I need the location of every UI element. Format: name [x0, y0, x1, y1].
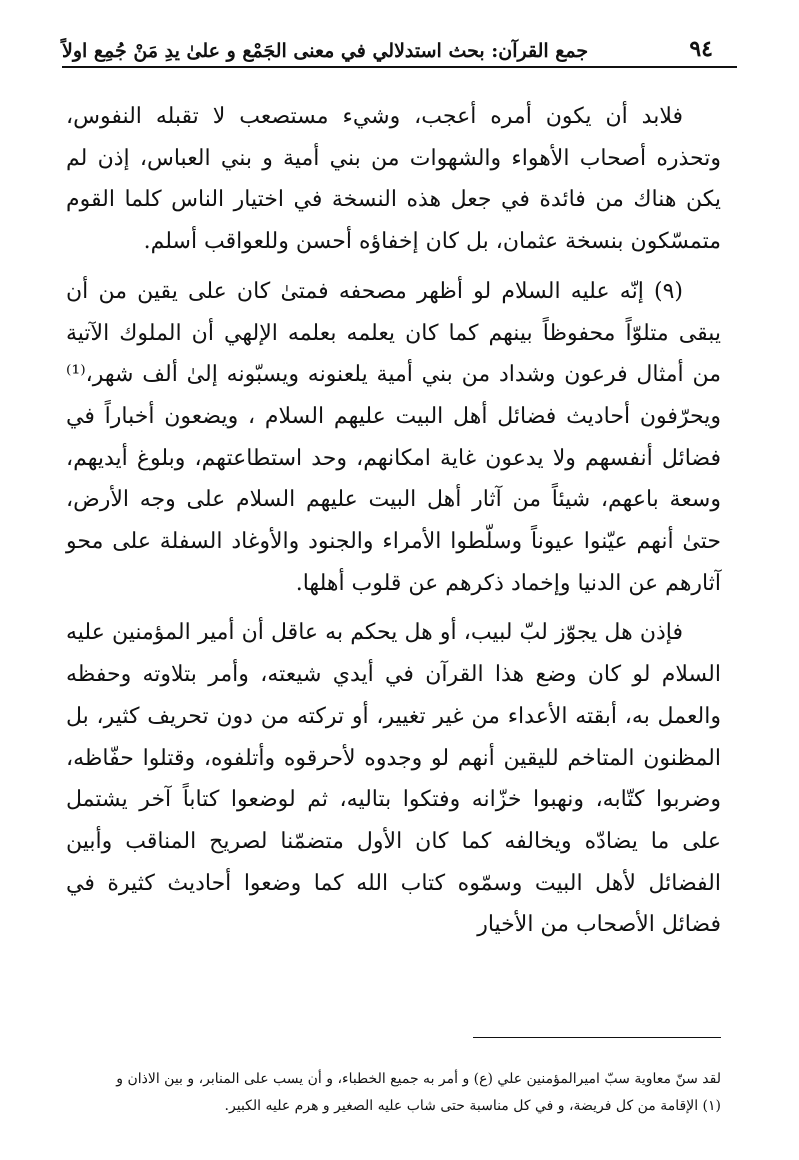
page-header	[62, 28, 737, 68]
footnote-divider	[473, 1037, 721, 1038]
paragraph: فلابد أن يكون أمره أعجب، وشيء مستصعب لا تقبله النفوس، وتحذره أصحاب الأهواء والشهوات من بني أمية و بني العباس، إذن لم يكن هناك من فائدة في جعل هذه النسخة في اختيار الناس كلما القوم متمسّكون بنسخة عثمان، بل كان إخفاؤه أحسن وللعواقب أسلم.	[66, 104, 721, 255]
footnote-line: (١) الإقامة من كل فريضة، و في كل مناسبة حتى شاب عليه الصغير و هرم عليه الكبير.	[224, 1098, 721, 1114]
paragraph: (٩) إنّه عليه السلام لو أظهر مصحفه فمتىٰ كان على يقين من أن يبقى متلوّاً محفوظاً بينهم كما كان يعلمه بعلمه الإلهي أن الملوك الآتية من أمثال فرعون وشداد من بني أمية يلعنونه ويسبّونه إلىٰ ألف شهر،⁽¹⁾ ويحرّفون أحاديث فضائل أهل البيت عليهم السلام ، ويضعون أخباراً في فضائل أنفسهم ولا يدعون غاية امكانهم، وحد استطاعتهم، وبلوغ أيديهم، وسعة باعهم، شيئاً من آثار أهل البيت عليهم السلام على وجه الأرض، حتىٰ أنهم عيّنوا عيوناً وسلّطوا الأمراء والجنود والأوغاد السفلة على محو آثارهم عن الدنيا وإخماد ذكرهم عن قلوب أهلها.	[66, 278, 721, 596]
paragraph: فإذن هل يجوّز لبّ لبيب، أو هل يحكم به عاقل أن أمير المؤمنين عليه السلام لو كان وضع هذا القرآن في أيدي شيعته، وأمر بتلاوته وحفظه والعمل به، أبقته الأعداء من غير تغيير، أو تركته من دون تحريف كثير، بل المظنون المتاخم لليقين أنهم لو وجدوه لأحرقوه وأتلفوه، وقتلوا حفّاظه، وضربوا كتّابه، ونهبوا خزّانه وفتكوا بتاليه، ثم لوضعوا كتاباً آخر يشتمل على ما يضادّه ويخالفه كما كان الأول متضمّنا لصريح المناقب وأبين الفضائل لأهل البيت وسمّوه كتاب الله كما وضعوا أحاديث كثيرة في فضائل الأصحاب من الأخيار	[66, 620, 721, 938]
main-text	[66, 96, 721, 954]
footnote-line: لقد سنّ معاوية سبّ اميرالمؤمنين علي (ع) و أمر به جميع الخطباء، و أن يسب على المنابر، و بين الاذان و	[116, 1071, 721, 1087]
page-number: ٩٤	[689, 36, 713, 62]
running-title: جمع القرآن: بحث استدلالي في معنى الجَمْع و علىٰ يدِ مَنْ جُمِع اولاً	[62, 40, 589, 62]
footnotes	[70, 1066, 721, 1120]
